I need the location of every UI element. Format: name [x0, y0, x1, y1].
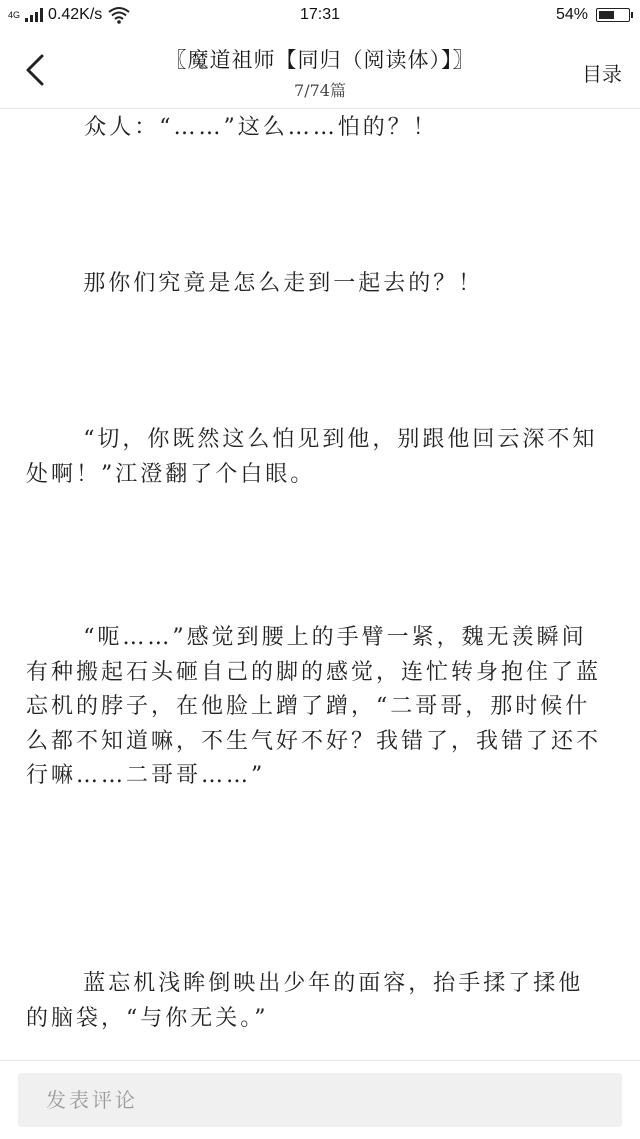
reading-content	[0, 109, 640, 1059]
paragraph: “呃……”感觉到腰上的手臂一紧，魏无羡瞬间有种搬起石头砸自己的脚的感觉，连忙转身抱住了蓝忘机的脖子，在他脸上蹭了蹭，“二哥哥，那时候什么都不知道嘛，不生气好不好？我错了，我错了还不行嘛……二哥哥……”	[26, 625, 602, 789]
status-time: 17:31	[299, 6, 341, 23]
comment-bar	[0, 1060, 640, 1139]
book-title: 〖魔道祖师【同归（阅读体）】〗	[165, 48, 475, 72]
back-button[interactable]	[16, 50, 56, 90]
battery-level	[599, 11, 614, 19]
status-right	[556, 6, 630, 24]
paragraph: “切，你既然这么怕见到他，别跟他回云深不知处啊！”江澄翻了个白眼。	[26, 427, 598, 487]
paragraph: 蓝忘机浅眸倒映出少年的面容，抬手揉了揉他的脑袋，“与你无关。”	[26, 971, 584, 1031]
battery-percent: 54%	[555, 6, 588, 23]
network-label: 4G	[8, 9, 21, 20]
paragraph: 众人：“……”这么……怕的？！	[84, 115, 438, 140]
reader-header	[0, 30, 640, 109]
comment-input[interactable]: 发表评论	[18, 1073, 622, 1127]
table-of-contents-button[interactable]: 目录	[582, 62, 622, 86]
chevron-left-icon	[16, 50, 56, 90]
network-speed: 0.42K/s	[48, 6, 103, 23]
battery-icon	[596, 8, 630, 22]
chapter-progress: 7/74篇	[294, 81, 346, 100]
header-title-block	[110, 44, 530, 101]
status-bar	[0, 0, 640, 30]
paragraph: 那你们究竟是怎么走到一起去的？！	[83, 271, 484, 296]
